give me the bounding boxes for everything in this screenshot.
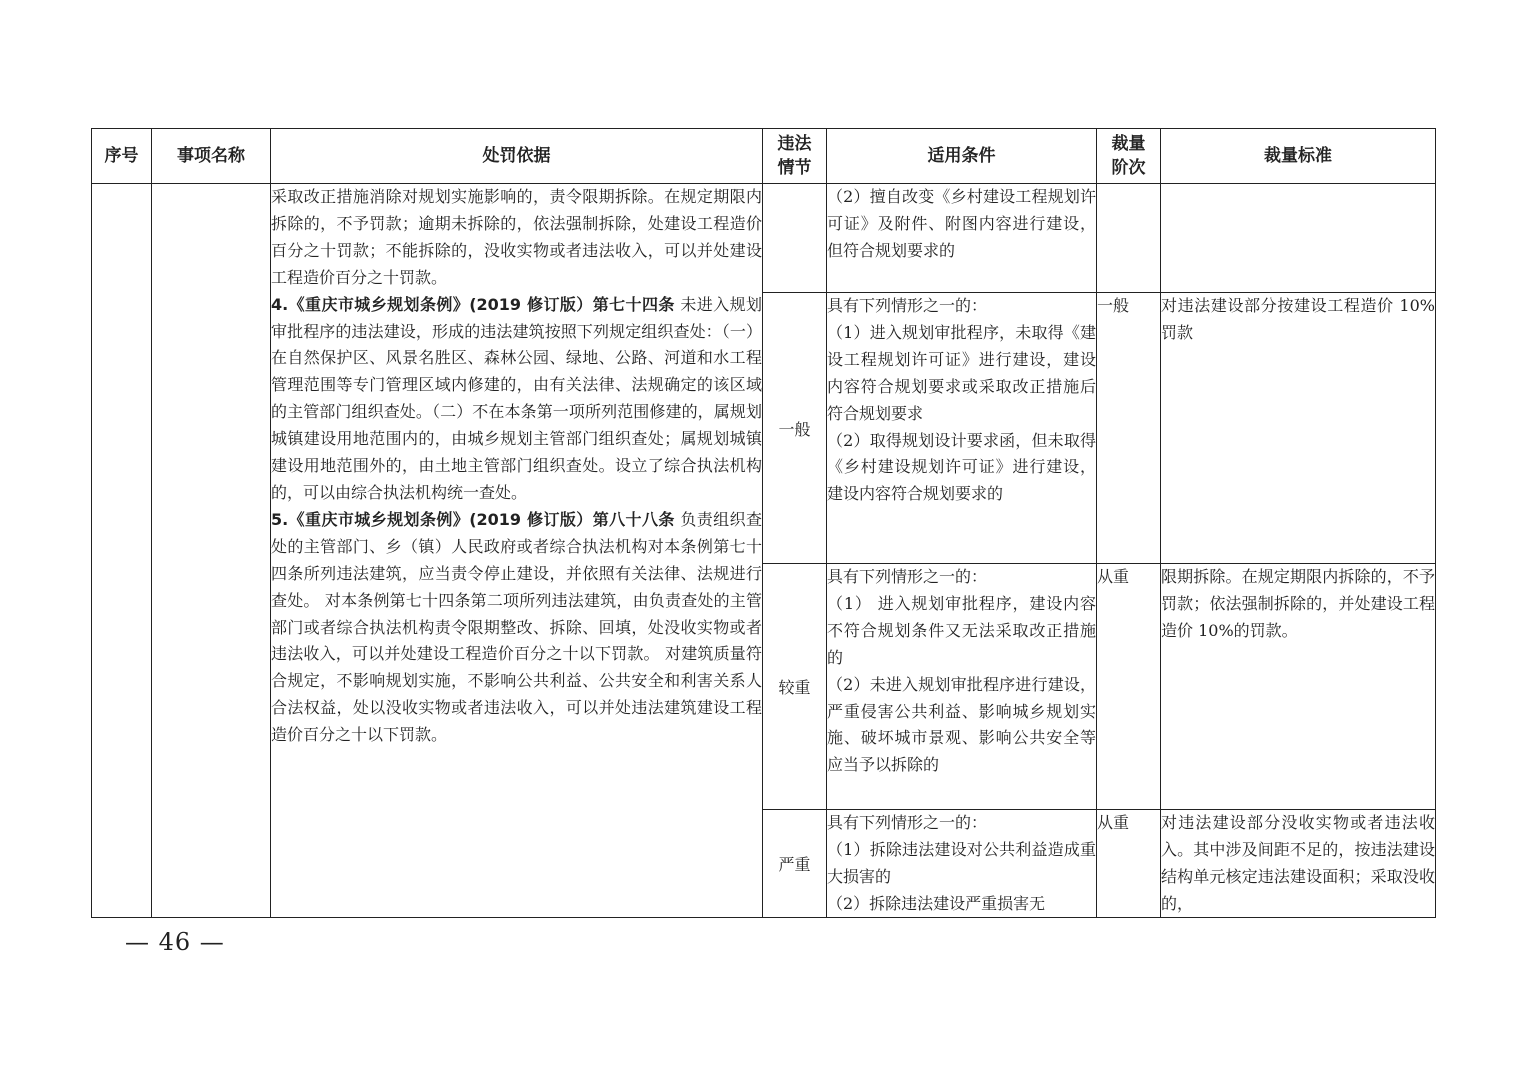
condition-item: （2）未进入规划审批程序进行建设，严重侵害公共利益、影响城乡规划实施、破坏城市景观、影响公共安全等应当予以拆除的 <box>827 674 1096 775</box>
conditions-clip <box>827 810 1096 916</box>
condition-item: 具有下列情形之一的： <box>827 296 988 315</box>
condition-item: （2）拆除违法建设严重损害无 <box>827 893 1046 913</box>
basis-clause-text: 未进入规划审批程序的违法建设，形成的违法建筑按照下列规定组织查处：（一）在自然保护区、风景名胜区、森林公园、绿地、公路、河道和水工程管理范围等专门管理区域内修建的，由有关法律、法规确定的该区域的主管部门组织查处。（二）不在本条第一项所列范围修建的，属规划城镇建设用地范围内的，由城乡规划主管部门组织查处；属规划城镇建设用地范围外的，由土地主管部门组织查处。设立了综合执法机构的，可以由综合执法机构统一查处。 <box>271 294 762 502</box>
item-name-cell <box>152 184 271 918</box>
condition-item: 具有下列情形之一的： <box>827 813 988 832</box>
page-number: — 46 — <box>125 928 225 956</box>
basis-cell <box>271 184 763 918</box>
condition-item: （1） 进入规划审批程序，建设内容不符合规划条件又无法采取改正措施的 <box>827 593 1096 667</box>
plot-cell: 一般 <box>763 293 827 564</box>
basis-paragraph: 采取改正措施消除对规划实施影响的，责令限期拆除。在规定期限内拆除的，不予罚款；逾期未拆除的，依法强制拆除，处建设工程造价百分之十罚款；不能拆除的，没收实物或者违法收入，可以并处建设工程造价百分之十罚款。 <box>271 187 762 287</box>
basis-paragraph <box>271 507 762 749</box>
level-cell: 一般 <box>1097 293 1161 564</box>
standard-text: 对违法建设部分没收实物或者违法收入。其中涉及间距不足的，按违法建设结构单元核定违法建设面积；采取没收的， <box>1161 813 1435 913</box>
basis-clause-title: 5.《重庆市城乡规划条例》(2019 修订版）第八十八条 <box>271 509 675 529</box>
standard-cell <box>1161 184 1436 293</box>
plot-cell: 严重 <box>763 810 827 918</box>
level-cell: 从重 <box>1097 810 1161 918</box>
plot-cell: 较重 <box>763 564 827 810</box>
header-row <box>92 129 1436 184</box>
conditions-cell <box>827 184 1097 293</box>
condition-item: （2）取得规划设计要求函，但未取得《乡村建设规划许可证》进行建设，建设内容符合规划要求的 <box>827 430 1096 504</box>
header-item-name: 事项名称 <box>152 129 271 184</box>
header-conditions: 适用条件 <box>827 129 1097 184</box>
plot-cell <box>763 184 827 293</box>
header-plot: 违法情节 <box>763 129 827 184</box>
header-basis: 处罚依据 <box>271 129 763 184</box>
standard-cell: 对违法建设部分按建设工程造价 10%罚款 <box>1161 293 1436 564</box>
conditions-cell <box>827 293 1097 564</box>
level-cell: 从重 <box>1097 564 1161 810</box>
condition-item: （1）进入规划审批程序，未取得《建设工程规划许可证》进行建设，建设内容符合规划要求或采取改正措施后符合规划要求 <box>827 322 1096 423</box>
standard-cell: 限期拆除。在规定期限内拆除的，不予罚款；依法强制拆除的，并处建设工程造价 10%的罚款。 <box>1161 564 1436 810</box>
basis-clause-title: 4.《重庆市城乡规划条例》(2019 修订版）第七十四条 <box>271 294 675 314</box>
seq-cell <box>92 184 152 918</box>
basis-clause-text: 负责组织查处的主管部门、乡（镇）人民政府或者综合执法机构对本条例第七十四条所列违法建筑，应当责令停止建设，并依照有关法律、法规进行查处。 对本条例第七十四条第二项所列违法建筑，由负责查处的主管部门或者综合执法机构责令限期整改、拆除、回填，处没收实物或者违法收入，可以并处建设工程造价百分之十以下罚款。 对建筑质量符合规定，不影响规划实施，不影响公共利益、公共安全和利害关系人合法权益，处以没收实物或者违法收入，可以并处违法建筑建设工程造价百分之十以下罚款。 <box>271 509 762 745</box>
table-row <box>92 184 1436 293</box>
basis-paragraph <box>271 292 762 507</box>
header-level: 裁量阶次 <box>1097 129 1161 184</box>
level-cell <box>1097 184 1161 293</box>
condition-item: 具有下列情形之一的： <box>827 567 988 586</box>
penalty-table <box>91 128 1436 918</box>
header-standard: 裁量标准 <box>1161 129 1436 184</box>
conditions-cell <box>827 810 1097 918</box>
standard-clip <box>1161 810 1435 916</box>
standard-cell <box>1161 810 1436 918</box>
conditions-cell <box>827 564 1097 810</box>
condition-item: （1）拆除违法建设对公共利益造成重大损害的 <box>827 839 1096 886</box>
condition-item: （2）擅自改变《乡村建设工程规划许可证》及附件、附图内容进行建设，但符合规划要求的 <box>827 187 1096 260</box>
header-seq: 序号 <box>92 129 152 184</box>
